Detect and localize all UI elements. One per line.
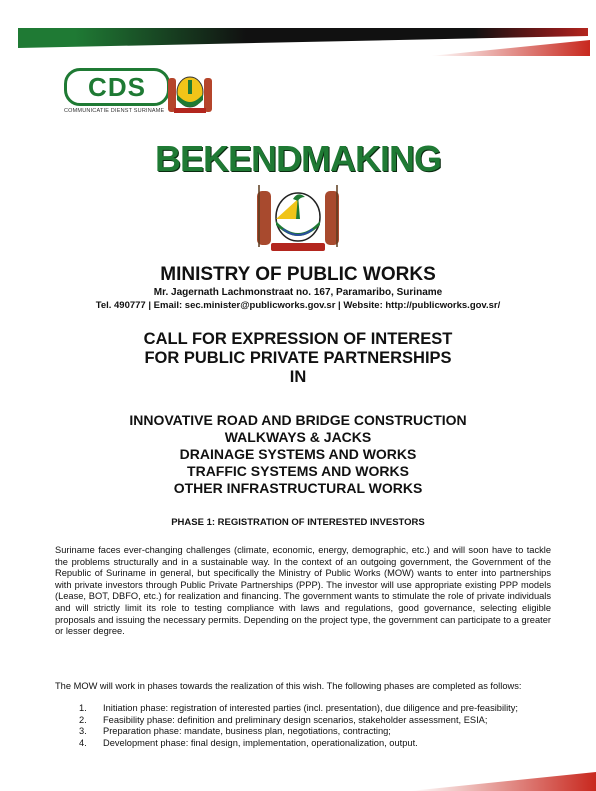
- ministry-address: Mr. Jagernath Lachmonstraat no. 167, Paramaribo, Suriname: [153, 287, 443, 298]
- cds-logo-text: CDS: [64, 68, 170, 106]
- phases-intro: The MOW will work in phases towards the realization of this wish. The following phases are completed as follows:: [55, 681, 522, 691]
- list-item: [55, 703, 551, 715]
- list-item: [55, 738, 551, 750]
- body-paragraph: Suriname faces ever-changing challenges (climate, economic, energy, demographic, etc.) and will soon have to tackle the problems structurally and in a sustainable way. In the context of an outgoing government, the Government of the Republic of Suriname in general, but specifically the Ministry of Public Works (MOW) wants to enter into partnerships with private investors through Public Private Partnerships (PPP). The investor will use appropriate existing PPP models (Lease, BOT, DBFO, etc.) for realization and financing. The government wants to stimulate the role of private individuals and will strictly limit its role to testing compliance with laws and regulations, good governance, selecting eligible proposals and issuing the necessary permits. Depending on the project type, the government can participate to a greater or lesser degree.: [55, 545, 551, 637]
- header-flag-band: [18, 28, 588, 48]
- phase-heading: PHASE 1: REGISTRATION OF INTERESTED INVESTORS: [171, 517, 425, 528]
- scope-item: DRAINAGE SYSTEMS AND WORKS: [179, 446, 417, 462]
- list-text: Development phase: final design, implementation, operationalization, output.: [103, 737, 418, 748]
- call-line: CALL FOR EXPRESSION OF INTEREST: [143, 330, 453, 348]
- call-line: FOR PUBLIC PRIVATE PARTNERSHIPS: [144, 349, 452, 367]
- scope-item: WALKWAYS & JACKS: [224, 429, 372, 445]
- list-text: Feasibility phase: definition and preliminary design scenarios, stakeholder assessment, ESIA;: [103, 714, 488, 725]
- ministry-name: MINISTRY OF PUBLIC WORKS: [160, 264, 436, 285]
- list-number: 4.: [79, 737, 87, 748]
- phases-list: [55, 703, 551, 749]
- scope-item: OTHER INFRASTRUCTURAL WORKS: [173, 480, 423, 496]
- footer-red-accent: [410, 772, 596, 791]
- scope-list: [0, 412, 596, 497]
- ministry-contact: Tel. 490777 | Email: sec.minister@publicworks.gov.sr | Website: http://publicworks.gov.sr/: [95, 300, 501, 311]
- cds-logo-subtext: COMMUNICATIE DIENST SURINAME: [64, 108, 165, 114]
- list-item: [55, 726, 551, 738]
- call-line: IN: [289, 368, 307, 386]
- list-number: 3.: [79, 726, 87, 737]
- header-red-accent: [430, 40, 590, 56]
- coat-of-arms-icon: [168, 70, 212, 114]
- list-item: [55, 715, 551, 727]
- list-text: Preparation phase: mandate, business plan, negotiations, contracting;: [103, 726, 391, 737]
- page-title: BEKENDMAKING: [154, 138, 441, 179]
- coat-of-arms-icon: [253, 185, 343, 253]
- list-number: 1.: [79, 703, 87, 713]
- scope-item: TRAFFIC SYSTEMS AND WORKS: [187, 463, 409, 479]
- cds-logo: [64, 68, 172, 128]
- list-text: Initiation phase: registration of interested parties (incl. presentation), due diligence and pre-feasibility;: [103, 703, 518, 713]
- call-heading: [0, 330, 596, 387]
- scope-item: INNOVATIVE ROAD AND BRIDGE CONSTRUCTION: [129, 412, 467, 428]
- list-number: 2.: [79, 714, 87, 725]
